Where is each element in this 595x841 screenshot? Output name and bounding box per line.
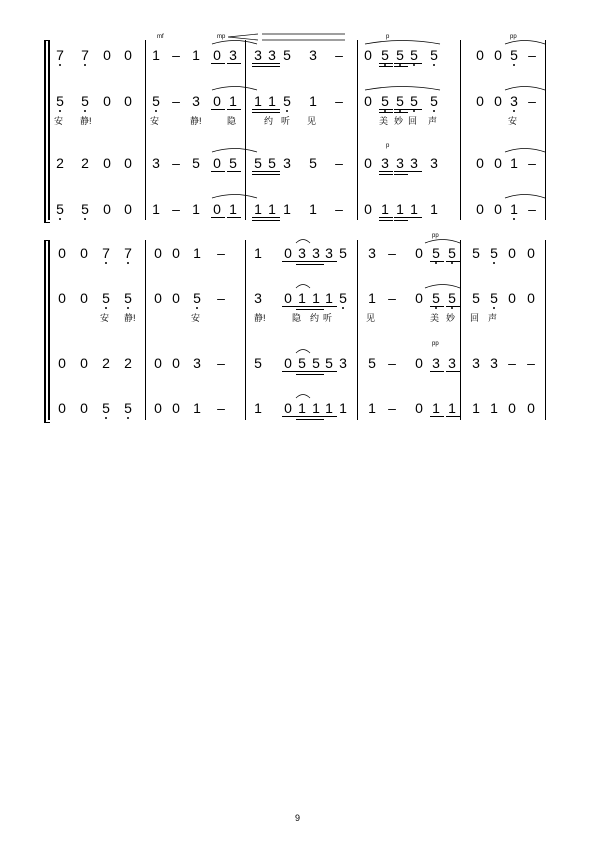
lyric: 安	[508, 116, 518, 126]
note: 1	[448, 400, 456, 416]
lyric: 静!	[254, 313, 266, 323]
note: –	[172, 47, 180, 63]
slur	[212, 87, 257, 91]
note: 0	[172, 290, 180, 306]
note: 3	[396, 155, 404, 171]
note: –	[508, 355, 516, 371]
note: 5	[410, 47, 418, 63]
note: 1	[368, 290, 376, 306]
note: 1	[325, 400, 333, 416]
note: 5	[339, 290, 347, 306]
note: 5	[472, 245, 480, 261]
note: 0	[58, 355, 66, 371]
note: –	[172, 155, 180, 171]
lyric: 回	[408, 116, 418, 126]
note: –	[388, 245, 396, 261]
note: 1	[510, 201, 518, 217]
note: 0	[80, 355, 88, 371]
slur	[296, 395, 310, 399]
note: 5	[312, 355, 320, 371]
note: 1	[152, 201, 160, 217]
slur	[296, 285, 310, 289]
note: –	[217, 245, 225, 261]
dynamic-marking: pp	[432, 341, 439, 347]
lyric: 静!	[80, 116, 92, 126]
note: 2	[102, 355, 110, 371]
lyric: 静!	[124, 313, 136, 323]
note: 0	[284, 290, 292, 306]
note: –	[172, 201, 180, 217]
dynamic-marking: p	[386, 143, 390, 149]
note: 0	[364, 201, 372, 217]
dynamic-marking: mp	[217, 34, 226, 40]
slur	[212, 149, 257, 153]
slur	[365, 41, 440, 45]
note: 0	[103, 47, 111, 63]
note: 3	[339, 355, 347, 371]
note: 3	[192, 93, 200, 109]
note: 5	[81, 93, 89, 109]
note: 0	[494, 201, 502, 217]
note: –	[335, 93, 343, 109]
note: 3	[312, 245, 320, 261]
slur	[425, 285, 460, 289]
note: 3	[193, 355, 201, 371]
note: 7	[81, 47, 89, 63]
note: –	[217, 290, 225, 306]
note: 1	[472, 400, 480, 416]
note: 0	[172, 400, 180, 416]
note: 0	[80, 290, 88, 306]
note: 5	[298, 355, 306, 371]
note: 3	[268, 47, 276, 63]
note: 7	[102, 245, 110, 261]
note: 3	[430, 155, 438, 171]
note: 5	[283, 47, 291, 63]
note: 0	[476, 47, 484, 63]
note: 3	[298, 245, 306, 261]
note: 0	[527, 290, 535, 306]
lyric: 约	[264, 116, 274, 126]
note: 0	[58, 245, 66, 261]
note: –	[388, 290, 396, 306]
lyric: 安	[191, 313, 201, 323]
slur	[212, 41, 257, 45]
slur	[296, 350, 310, 354]
lyric: 美	[430, 313, 440, 323]
note: 0	[494, 47, 502, 63]
note: 5	[472, 290, 480, 306]
note: 0	[103, 93, 111, 109]
dynamic-marking: pp	[432, 233, 439, 239]
note: 1	[193, 400, 201, 416]
hairpin	[228, 34, 258, 40]
note: 3	[410, 155, 418, 171]
slur	[425, 240, 460, 244]
note: 1	[381, 201, 389, 217]
note: 0	[124, 201, 132, 217]
note: 5	[381, 47, 389, 63]
note: 0	[213, 47, 221, 63]
note: 0	[154, 245, 162, 261]
note: 0	[58, 400, 66, 416]
note: 0	[172, 245, 180, 261]
note: 5	[81, 201, 89, 217]
note: 5	[192, 155, 200, 171]
note: 5	[254, 355, 262, 371]
slur	[505, 195, 545, 199]
note: 3	[472, 355, 480, 371]
note: 0	[527, 245, 535, 261]
note: 5	[381, 93, 389, 109]
note: 1	[432, 400, 440, 416]
note: 5	[102, 400, 110, 416]
lyric: 美	[379, 116, 389, 126]
note: 1	[309, 93, 317, 109]
note: 1	[268, 93, 276, 109]
note: 2	[56, 155, 64, 171]
slur	[505, 87, 545, 91]
note: 1	[254, 93, 262, 109]
slur	[505, 149, 545, 153]
note: 5	[396, 47, 404, 63]
note: 1	[283, 201, 291, 217]
note: 3	[283, 155, 291, 171]
note: 1	[368, 400, 376, 416]
note: –	[335, 201, 343, 217]
note: 5	[254, 155, 262, 171]
note: 3	[510, 93, 518, 109]
note: 5	[448, 290, 456, 306]
note: 1	[152, 47, 160, 63]
note: 7	[124, 245, 132, 261]
note: 1	[410, 201, 418, 217]
note: 5	[309, 155, 317, 171]
note: 3	[381, 155, 389, 171]
note: 5	[229, 155, 237, 171]
note: 1	[254, 201, 262, 217]
note: 0	[364, 155, 372, 171]
note: 5	[268, 155, 276, 171]
note: 3	[152, 155, 160, 171]
dynamic-marking: pp	[510, 34, 517, 40]
note: 3	[254, 47, 262, 63]
note: 5	[283, 93, 291, 109]
note: 5	[124, 290, 132, 306]
lyric: 隐	[227, 116, 237, 126]
lyric: 妙	[446, 313, 456, 323]
note: 1	[192, 201, 200, 217]
note: 5	[396, 93, 404, 109]
note: 1	[254, 245, 262, 261]
note: 1	[268, 201, 276, 217]
note: 5	[510, 47, 518, 63]
lyric: 约	[310, 313, 320, 323]
note: 5	[490, 290, 498, 306]
note: 1	[298, 290, 306, 306]
note: 5	[339, 245, 347, 261]
lyric: 见	[366, 313, 376, 323]
note: 0	[58, 290, 66, 306]
note: 3	[490, 355, 498, 371]
note: 5	[410, 93, 418, 109]
note: 0	[284, 245, 292, 261]
note: 1	[254, 400, 262, 416]
note: 0	[124, 47, 132, 63]
hairpin	[262, 34, 345, 40]
note: 1	[312, 290, 320, 306]
note: –	[217, 400, 225, 416]
note: 0	[284, 355, 292, 371]
note: 3	[368, 245, 376, 261]
note: 0	[80, 400, 88, 416]
note: –	[388, 400, 396, 416]
note: 0	[103, 201, 111, 217]
note: 0	[415, 290, 423, 306]
note: 0	[80, 245, 88, 261]
note: 5	[56, 201, 64, 217]
note: 1	[193, 245, 201, 261]
slur	[505, 41, 545, 45]
note: 3	[448, 355, 456, 371]
lyric: 安	[100, 313, 110, 323]
note: 0	[124, 155, 132, 171]
note: 2	[81, 155, 89, 171]
note: –	[335, 155, 343, 171]
note: 3	[309, 47, 317, 63]
note: 5	[490, 245, 498, 261]
note: 0	[508, 290, 516, 306]
lyric: 隐	[292, 313, 302, 323]
note: 1	[430, 201, 438, 217]
lyric: 静!	[190, 116, 202, 126]
slur	[296, 240, 310, 244]
note: –	[172, 93, 180, 109]
note: 1	[396, 201, 404, 217]
note: 5	[448, 245, 456, 261]
note: 3	[432, 355, 440, 371]
note: 1	[325, 290, 333, 306]
note: 0	[154, 290, 162, 306]
note: 0	[476, 201, 484, 217]
note: 0	[103, 155, 111, 171]
note: 0	[527, 400, 535, 416]
note: –	[528, 47, 536, 63]
note: 5	[193, 290, 201, 306]
lyric: 听	[323, 313, 333, 323]
note: 5	[430, 93, 438, 109]
note: –	[217, 355, 225, 371]
note: –	[528, 155, 536, 171]
note: 1	[192, 47, 200, 63]
lyric: 妙	[394, 116, 404, 126]
lyric: 安	[54, 116, 64, 126]
note: 0	[415, 400, 423, 416]
note: 5	[152, 93, 160, 109]
lyric: 声	[488, 313, 498, 323]
note: 0	[508, 245, 516, 261]
note: 5	[56, 93, 64, 109]
note: –	[335, 47, 343, 63]
note: 1	[229, 93, 237, 109]
note: 3	[229, 47, 237, 63]
note: 0	[415, 355, 423, 371]
note: 2	[124, 355, 132, 371]
note: –	[528, 93, 536, 109]
note: 0	[494, 155, 502, 171]
note: 0	[154, 400, 162, 416]
note: 0	[284, 400, 292, 416]
note: 0	[213, 93, 221, 109]
note: –	[388, 355, 396, 371]
note: 1	[490, 400, 498, 416]
note: 0	[213, 155, 221, 171]
note: 3	[325, 245, 333, 261]
note: 0	[213, 201, 221, 217]
note: 0	[476, 155, 484, 171]
note: 1	[229, 201, 237, 217]
lyric: 声	[428, 116, 438, 126]
lyric: 听	[281, 116, 291, 126]
note: 1	[298, 400, 306, 416]
dynamic-marking: mf	[157, 34, 164, 40]
note: 0	[124, 93, 132, 109]
note: 5	[432, 245, 440, 261]
note: 0	[172, 355, 180, 371]
page-number: 9	[294, 813, 300, 823]
slur	[365, 87, 440, 91]
note: 0	[364, 47, 372, 63]
note: 0	[154, 355, 162, 371]
note: 3	[254, 290, 262, 306]
lyric: 安	[150, 116, 160, 126]
note: –	[528, 201, 536, 217]
note: 0	[415, 245, 423, 261]
note: 5	[325, 355, 333, 371]
note: 0	[476, 93, 484, 109]
note: 5	[124, 400, 132, 416]
note: 0	[494, 93, 502, 109]
note: 0	[508, 400, 516, 416]
lyric: 见	[307, 116, 317, 126]
note: –	[527, 355, 535, 371]
note: 5	[430, 47, 438, 63]
note: 1	[510, 155, 518, 171]
note: 7	[56, 47, 64, 63]
note: 5	[102, 290, 110, 306]
note: 5	[368, 355, 376, 371]
note: 1	[309, 201, 317, 217]
note: 5	[432, 290, 440, 306]
lyric: 回	[470, 313, 480, 323]
dynamic-marking: p	[386, 34, 390, 40]
slur	[212, 195, 257, 199]
note: 1	[339, 400, 347, 416]
note: 1	[312, 400, 320, 416]
note: 0	[364, 93, 372, 109]
